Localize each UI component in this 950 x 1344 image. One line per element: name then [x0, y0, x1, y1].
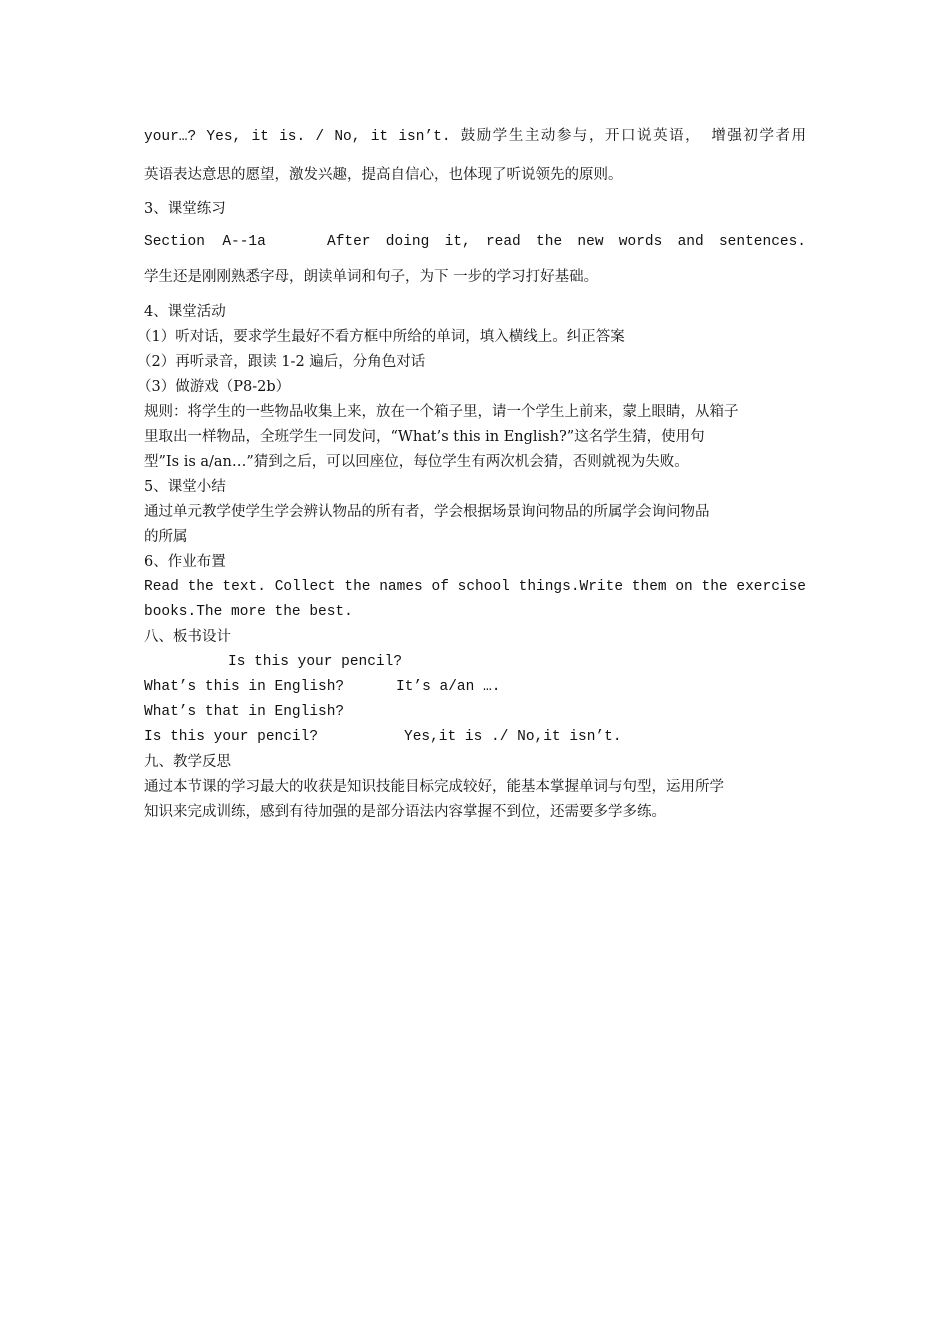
paragraph-line: After doing it, read the new words and sentences. [327, 234, 806, 250]
board-line: What’s that in English? [144, 704, 345, 720]
section-heading: 九、教学反思 [144, 754, 231, 770]
list-item: （2）再听录音，跟读 1-2 遍后，分角色对话 [137, 354, 426, 370]
board-line: Is this your pencil? [228, 654, 403, 670]
paragraph-line: 英语表达意思的愿望，激发兴趣，提高自信心，也体现了听说领先的原则。 [144, 167, 623, 183]
section-heading: 6、作业布置 [144, 554, 226, 570]
section-heading: 5、课堂小结 [144, 479, 226, 495]
paragraph-line: 通过单元教学使学生学会辨认物品的所有者，学会根据场景询问物品的所属学会询问物品 [144, 504, 710, 520]
list-item: （1）听对话，要求学生最好不看方框中所给的单词，填入横线上。纠正答案 [137, 329, 625, 345]
section-heading: 八、板书设计 [144, 629, 231, 645]
paragraph-line: 里取出一样物品，全班学生一同发问，“What’s this in English?”这名学生猜，使用句 [144, 429, 705, 445]
paragraph-line: Section A--1a [144, 234, 266, 250]
section-heading: 3、课堂练习 [144, 201, 226, 217]
paragraph-line: 通过本节课的学习最大的收获是知识技能目标完成较好，能基本掌握单词与句型，运用所学 [144, 779, 724, 795]
board-line: It’s a/an …. [396, 679, 501, 695]
board-line: Yes,it is ./ No,it isn’t. [404, 729, 622, 745]
paragraph-line: Read the text. Collect the names of school things.Write them on the exercise [144, 579, 806, 595]
board-line: Is this your pencil? [144, 729, 319, 745]
board-line: What’s this in English? [144, 679, 345, 695]
list-item: （3）做游戏（P8-2b） [137, 379, 291, 395]
paragraph-line: 规则：将学生的一些物品收集上来，放在一个箱子里，请一个学生上前来，蒙上眼睛，从箱子 [144, 404, 739, 420]
paragraph-line: books.The more the best. [144, 604, 353, 620]
paragraph-line: 型”Is is a/an…”猜到之后，可以回座位，每位学生有两次机会猜，否则就视为失败。 [144, 454, 689, 470]
paragraph-line: 学生还是刚刚熟悉字母，朗读单词和句子，为下 一步的学习打好基础。 [144, 269, 599, 285]
paragraph-line: 知识来完成训练，感到有待加强的是部分语法内容掌握不到位，还需要多学多练。 [144, 804, 666, 820]
paragraph-line: your…? Yes, it is. / No, it isn’t. 鼓励学生主动参与，开口说英语， 增强初学者用 [144, 129, 806, 145]
section-heading: 4、课堂活动 [144, 304, 226, 320]
paragraph-line: 的所属 [144, 529, 188, 545]
